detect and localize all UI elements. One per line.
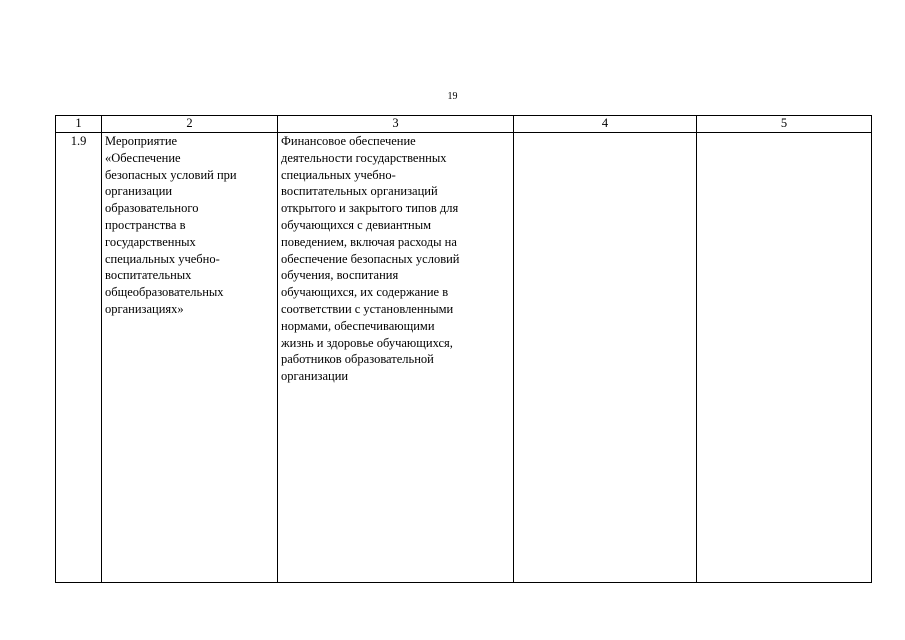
- measure-name-line: государственных: [105, 234, 196, 249]
- measure-name-line: Мероприятие: [105, 134, 178, 148]
- measure-name-line: образовательного: [105, 201, 199, 216]
- page-number: 19: [447, 91, 458, 102]
- measure-description-line: специальных учебно-: [281, 167, 396, 182]
- column-header-3: 3: [278, 116, 514, 133]
- measure-description-line: открытого и закрытого типов для: [281, 201, 459, 216]
- measure-name-cell: [102, 133, 278, 583]
- column-5-cell: [697, 133, 872, 583]
- measure-name-line: общеобразовательных: [105, 285, 224, 300]
- measure-description-line: поведением, включая расходы на: [281, 234, 457, 249]
- column-header-2: 2: [102, 116, 278, 133]
- column-4-cell: [514, 133, 697, 583]
- measure-description-cell: [278, 133, 514, 583]
- column-header-5: 5: [697, 116, 872, 133]
- measure-description-line: обучающихся, их содержание в: [281, 285, 449, 300]
- column-header-1: 1: [56, 116, 102, 133]
- column-header-4: 4: [514, 116, 697, 133]
- measure-description-line: работников образовательной: [281, 352, 434, 367]
- measure-name-line: безопасных условий при: [105, 167, 237, 182]
- measure-description-line: деятельности государственных: [281, 150, 447, 165]
- measure-name-line: воспитательных: [105, 268, 192, 283]
- measure-description-line: обеспечение безопасных условий: [281, 251, 460, 266]
- measure-name-line: организации: [105, 184, 173, 199]
- measure-description-line: жизнь и здоровье обучающихся,: [281, 335, 453, 350]
- measure-description-line: нормами, обеспечивающими: [281, 318, 435, 333]
- row-number-cell: 1.9: [56, 133, 102, 583]
- measure-description-line: организации: [281, 369, 349, 384]
- measure-description-line: соответствии с установленными: [281, 301, 454, 316]
- document-table: [55, 115, 872, 583]
- measure-description-line: воспитательных организаций: [281, 184, 438, 199]
- measure-description-line: Финансовое обеспечение: [281, 134, 416, 148]
- measure-name-line: «Обеспечение: [105, 150, 181, 165]
- measure-name-line: специальных учебно-: [105, 251, 220, 266]
- measure-description-line: обучающихся с девиантным: [281, 217, 432, 232]
- table-header-row: [56, 116, 872, 133]
- measure-name-line: пространства в: [105, 217, 186, 232]
- table-row: [56, 133, 872, 583]
- measure-name-line: организациях»: [105, 301, 184, 316]
- measure-description-line: обучения, воспитания: [281, 268, 399, 283]
